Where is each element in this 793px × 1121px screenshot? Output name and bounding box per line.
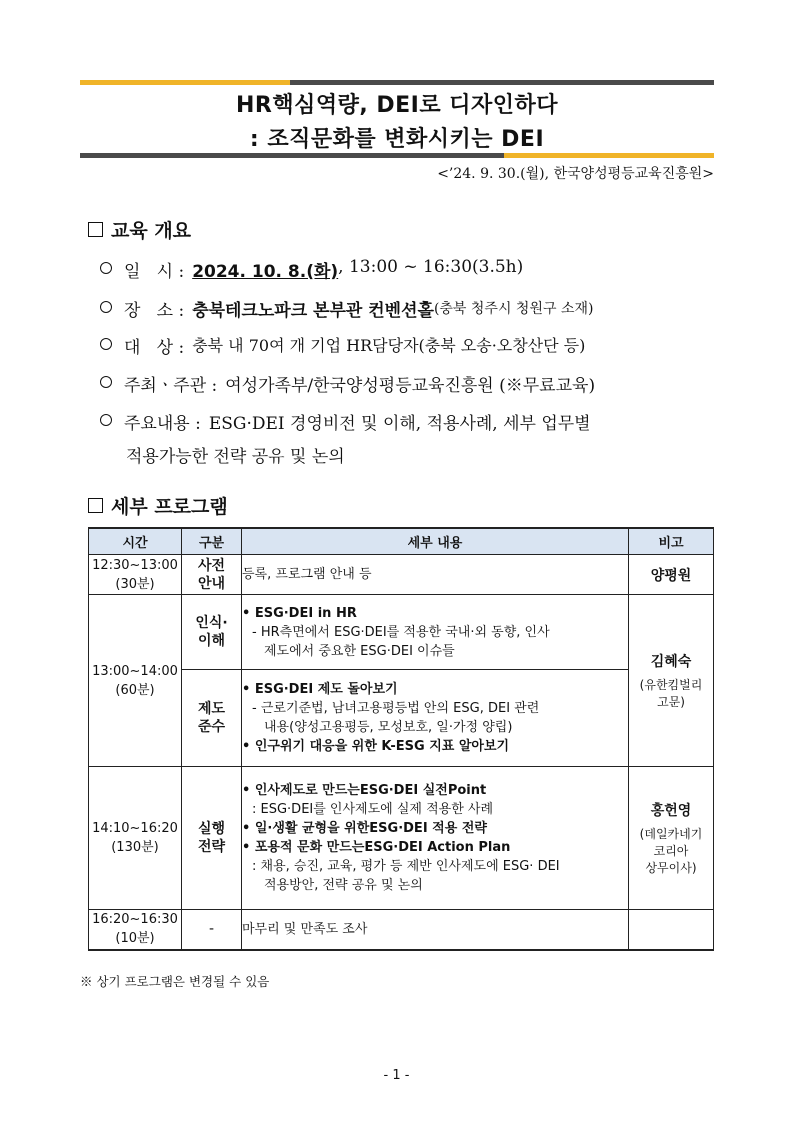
section-heading-text: 교육 개요 [111, 220, 192, 242]
col-header-note: 비고 [629, 528, 714, 555]
checkbox-square-icon [88, 498, 103, 513]
overview-item-date [98, 257, 523, 282]
page-number: - 1 - [383, 1068, 410, 1083]
detail-bullet: • ESG·DEI 제도 돌아보기 [242, 682, 398, 697]
cell-category: 제도 준수 [182, 670, 242, 767]
table-row [89, 555, 714, 595]
instructor-name: 홍헌영 [650, 802, 692, 819]
item-host-value: 여성가족부/한국양성평등교육진흥원 (※무료교육) [225, 376, 596, 396]
section-heading-overview [88, 216, 191, 243]
detail-sub: 내용(양성고용평등, 모성보호, 일·가정 양립) [264, 720, 513, 735]
col-header-category: 구분 [182, 528, 242, 555]
time-range: 12:30~13:00 [92, 557, 178, 573]
item-label: 일 시 : [124, 262, 185, 282]
program-table [88, 527, 714, 951]
item-target-value: 충북 내 70여 개 기업 HR담당자(충북 오송·오창산단 등) [192, 336, 586, 355]
checkbox-square-icon [88, 222, 103, 237]
detail-sub: : 채용, 승진, 교육, 평가 등 제반 인사제도에 ESG· DEI [252, 859, 560, 874]
detail-sub: : ESG·DEI를 인사제도에 실제 적용한 사례 [252, 802, 494, 817]
detail-sub: 적용방안, 전략 공유 및 논의 [264, 878, 423, 893]
detail-sub: 제도에서 중요한 ESG·DEI 이슈들 [264, 643, 455, 659]
detail-sub: - HR측면에서 ESG·DEI를 적용한 국내·외 동향, 인사 [252, 624, 550, 640]
cell-note [629, 595, 714, 767]
time-duration: (30분) [115, 576, 155, 592]
table-row [89, 767, 714, 910]
time-duration: (130분) [111, 840, 159, 855]
time-range: 13:00~14:00 [92, 663, 178, 679]
item-content-value-cont: 적용가능한 전략 공유 및 논의 [126, 447, 345, 467]
cell-time [89, 767, 182, 910]
detail-bullet: • 인구위기 대응을 위한 K-ESG 지표 알아보기 [242, 739, 510, 754]
detail-bullet: • 일·생활 균형을 위한ESG·DEI 적용 전략 [242, 821, 487, 836]
overview-item-place [98, 296, 593, 321]
time-range: 14:10~16:20 [92, 821, 178, 836]
item-date-value: 2024. 10. 8.(화) [192, 262, 339, 282]
item-content-value: ESG·DEI 경영비전 및 이해, 적용사례, 세부 업무별 [208, 414, 591, 434]
cell-category: 사전 안내 [182, 555, 242, 595]
cell-time [89, 555, 182, 595]
section-heading-text: 세부 프로그램 [111, 496, 228, 518]
cell-time [89, 595, 182, 767]
document-title-line1: HR핵심역량, DEI로 디자인하다 [235, 93, 559, 118]
instructor-name: 양평원 [650, 567, 692, 584]
table-row [89, 910, 714, 950]
title-rule-top-accent [80, 80, 290, 85]
cell-detail [242, 670, 629, 767]
item-label: 주최ㆍ주관 : [124, 376, 218, 396]
time-duration: (10분) [115, 931, 155, 947]
instructor-org: (데일카네기 코리아 상무이사) [639, 826, 703, 875]
cell-detail: 마무리 및 만족도 조사 [242, 910, 629, 950]
cell-category: - [182, 910, 242, 950]
overview-item-target [98, 333, 585, 358]
detail-bullet: • 포용적 문화 만드는ESG·DEI Action Plan [242, 840, 511, 855]
circle-bullet-icon [100, 338, 112, 350]
cell-time [89, 910, 182, 950]
item-place-note: (충북 청주시 청원구 소재) [433, 301, 594, 317]
detail-bullet: • 인사제도로 만드는ESG·DEI 실전Point [242, 783, 487, 798]
item-place-value: 충북테크노파크 본부관 컨벤션홀 [192, 301, 434, 321]
cell-category: 인식· 이해 [182, 595, 242, 670]
instructor-name: 김혜숙 [650, 653, 692, 670]
item-date-rest: , 13:00 ~ 16:30(3.5h) [338, 257, 524, 277]
circle-bullet-icon [100, 301, 112, 313]
dateline: <’24. 9. 30.(월), 한국양성평등교육진흥원> [437, 166, 714, 182]
item-label: 대 상 : [124, 338, 185, 358]
overview-item-host [98, 371, 595, 396]
item-label: 주요내용 : [124, 414, 201, 434]
cell-note [629, 910, 714, 950]
time-duration: (60분) [115, 682, 155, 698]
time-range: 16:20~16:30 [92, 912, 178, 928]
circle-bullet-icon [100, 376, 112, 388]
cell-note [629, 555, 714, 595]
col-header-detail: 세부 내용 [242, 528, 629, 555]
item-label: 장 소 : [124, 301, 185, 321]
cell-detail: 등록, 프로그램 안내 등 [242, 555, 629, 595]
detail-sub: - 근로기준법, 남녀고용평등법 안의 ESG, DEI 관련 [252, 701, 540, 716]
table-header-row [89, 528, 714, 555]
detail-bullet: • ESG·DEI in HR [242, 605, 357, 621]
circle-bullet-icon [100, 414, 112, 426]
table-row [89, 670, 714, 767]
cell-detail [242, 767, 629, 910]
document-title-line2: : 조직문화를 변화시키는 DEI [249, 127, 545, 152]
overview-item-content [98, 409, 591, 434]
cell-note [629, 767, 714, 910]
table-row [89, 595, 714, 670]
footnote: ※ 상기 프로그램은 변경될 수 있음 [80, 974, 270, 989]
cell-category: 실행 전략 [182, 767, 242, 910]
title-rule-bottom-accent [504, 153, 714, 158]
circle-bullet-icon [100, 262, 112, 274]
col-header-time: 시간 [89, 528, 182, 555]
section-heading-program [88, 492, 228, 519]
cell-detail [242, 595, 629, 670]
instructor-org: (유한킴벌리 고문) [639, 677, 703, 709]
